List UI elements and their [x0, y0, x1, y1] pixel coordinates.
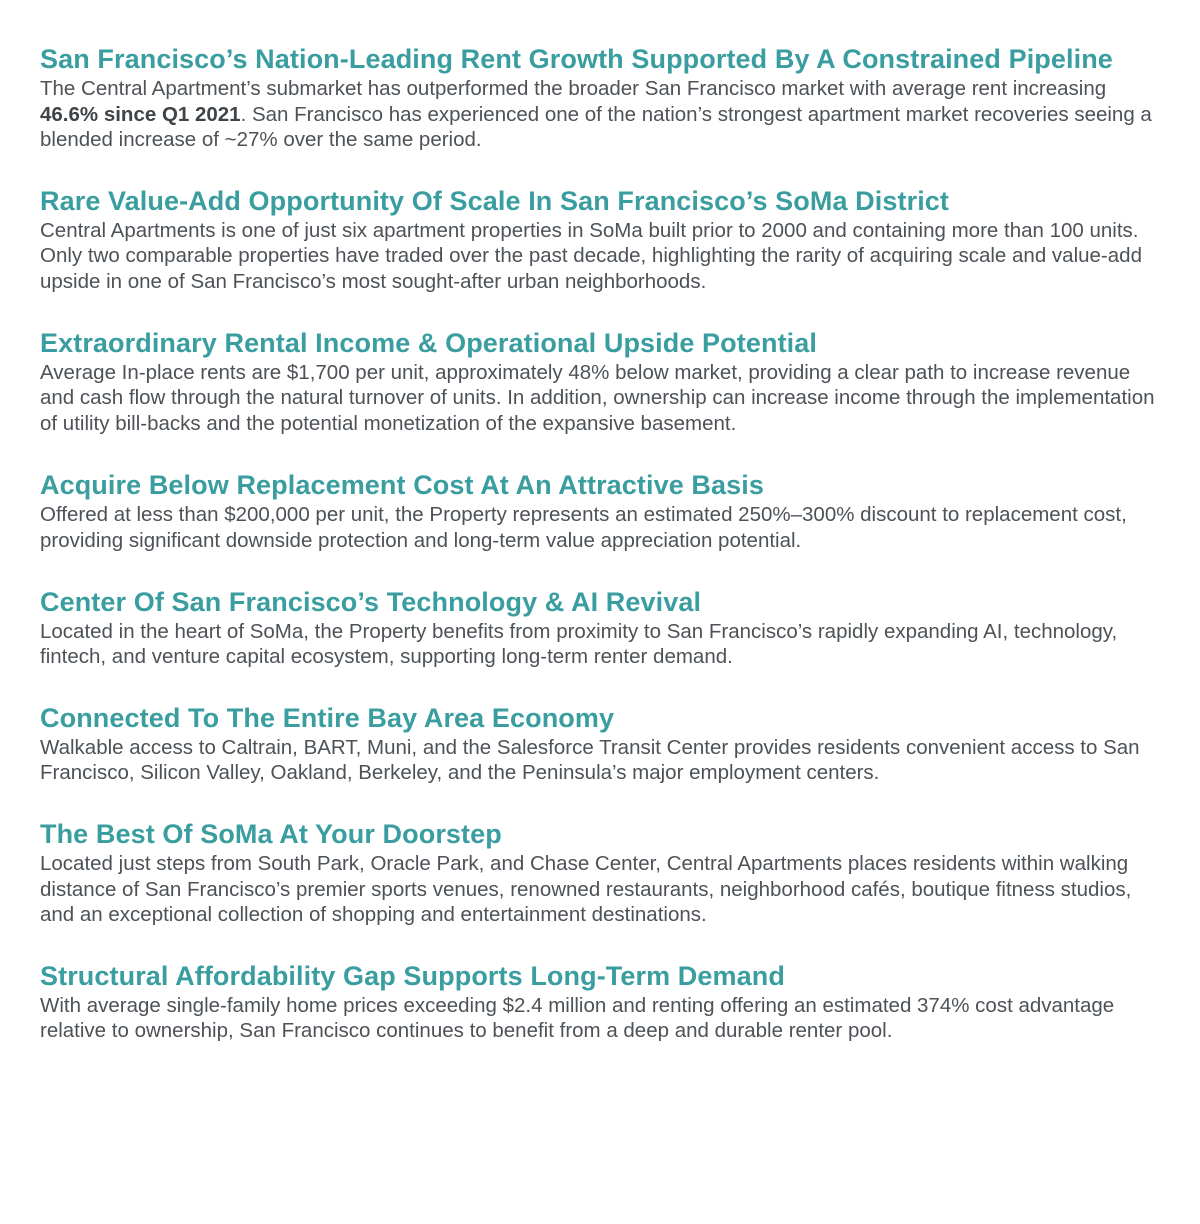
highlight-heading: Connected To The Entire Bay Area Economy	[40, 702, 615, 733]
highlight-rent-growth	[40, 42, 1160, 153]
highlight-body: Located just steps from South Park, Oracle Park, and Chase Center, Central Apartments places residents within walking distance of San Francisco’s premier sports venues, renowned restaurants, neighborhood cafés, boutique fitness studios, and an exceptional collection of shopping and entertainment destinations.	[40, 851, 1132, 927]
highlight-body: With average single-family home prices exceeding $2.4 million and renting offering an estimated 374% cost advantage relative to ownership, San Francisco continues to benefit from a deep and durable renter pool.	[40, 993, 1115, 1043]
highlight-body-text: The Central Apartment’s submarket has outperformed the broader San Francisco market with average rent increasing	[40, 77, 1107, 100]
highlight-body: Walkable access to Caltrain, BART, Muni, and the Salesforce Transit Center provides residents convenient access to San Francisco, Silicon Valley, Oakland, Berkeley, and the Peninsula’s major employment centers.	[40, 735, 1140, 785]
highlight-body: Average In-place rents are $1,700 per unit, approximately 48% below market, providing a clear path to increase revenue and cash flow through the natural turnover of units. In addition, ownership can increase income through the implementation of utility bill-backs and the potential monetization of the expansive basement.	[40, 360, 1155, 435]
highlight-value-add	[40, 184, 1160, 295]
highlight-soma-doorstep	[40, 817, 1160, 928]
highlight-body	[40, 76, 1160, 153]
highlight-affordability-gap	[40, 959, 1160, 1044]
highlight-heading: Rare Value-Add Opportunity Of Scale In San Francisco’s SoMa District	[40, 185, 950, 216]
highlight-heading: Acquire Below Replacement Cost At An Attractive Basis	[40, 470, 764, 501]
highlight-tech-revival	[40, 585, 1160, 670]
highlight-body-text: . San Francisco has experienced one of the nation’s strongest apartment market recoveries seeing a blended increase of ~27% over the same period.	[40, 102, 1152, 152]
highlight-body: Offered at less than $200,000 per unit, the Property represents an estimated 250%–300% discount to replacement cost, providing significant downside protection and long-term value appreciation potential.	[40, 503, 1127, 552]
highlight-heading: San Francisco’s Nation-Leading Rent Growth Supported By A Constrained Pipeline	[40, 44, 1113, 74]
highlight-rental-income	[40, 326, 1160, 437]
highlight-body: Located in the heart of SoMa, the Property benefits from proximity to San Francisco’s rapidly expanding AI, technology, fintech, and venture capital ecosystem, supporting long-term renter demand.	[40, 619, 1118, 669]
highlight-heading: Structural Affordability Gap Supports Long-Term Demand	[40, 960, 785, 991]
highlight-body-emphasis: 46.6% since Q1 2021	[40, 102, 241, 126]
highlight-body: Central Apartments is one of just six apartment properties in SoMa built prior to 2000 and containing more than 100 units. Only two comparable properties have traded over the past decade, highlighting the rarity of acquiring scale and value-add upside in one of San Francisco’s most sought-after urban neighborhoods.	[40, 218, 1142, 293]
highlight-heading: Center Of San Francisco’s Technology & AI Revival	[40, 586, 702, 617]
highlight-heading: The Best Of SoMa At Your Doorstep	[40, 818, 502, 849]
highlight-replacement-cost	[40, 468, 1160, 553]
highlight-bay-area	[40, 701, 1160, 786]
highlight-heading: Extraordinary Rental Income & Operational Upside Potential	[40, 327, 817, 358]
